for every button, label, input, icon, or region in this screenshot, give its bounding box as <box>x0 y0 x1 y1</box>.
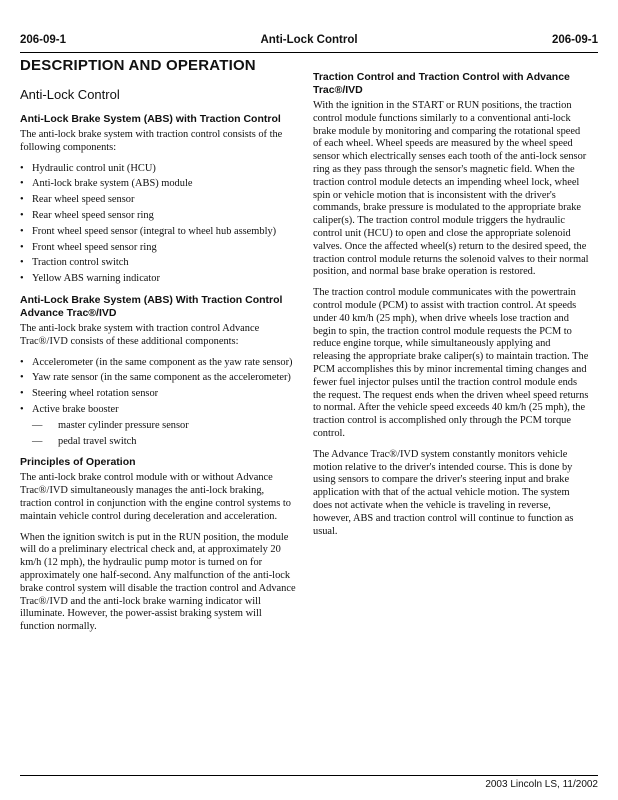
list-item: • Hydraulic control unit (HCU) <box>20 163 297 176</box>
principles-paragraph-2: When the ignition switch is put in the RUN position, the module will do a preliminary electrical check and, at approximately 20 km/h (12 mph), the hydraulic pump motor is turned on for approximately one half-second. Any malfunction of the anti-lock brake control system will disable the traction control and Advance Trac®/IVD and the anti-lock brake warning indicator will illuminate. However, the power-assist braking system will function normally. <box>20 531 296 633</box>
main-title: DESCRIPTION AND OPERATION <box>20 57 256 74</box>
abs-traction-heading: Anti-Lock Brake System (ABS) with Traction Control <box>20 113 281 125</box>
traction-paragraph-3: The Advance Trac®/IVD system constantly monitors vehicle motion relative to the driver's intended course. This is done by using sensors to compare the driver's steering input and brake application with that of the actual vehicle motion. The system does not activate when the vehicle is traveling in reverse, however, ABS and traction control will continue to function as usual. <box>313 448 574 537</box>
page-header <box>20 34 598 50</box>
traction-paragraph-2: The traction control module communicates with the powertrain control module (PCM) to assist with traction control. At speeds under 40 km/h (25 mph), when drive wheels lose traction and begin to spin, the traction control module requests the PCM to reduce engine torque, while simultaneously applying and releasing the appropriate brake caliper(s) to maintain traction. The PCM accomplishes this by minor incremental timing changes and fewer fuel injector pulses until the traction control module ends the request. The request ends when the driven wheel speed returns to normal. After the vehicle speed exceeds 40 km/h (25 mph), the traction control is accomplished only through the PCM torque control. <box>313 287 589 439</box>
list-item: • Traction control switch <box>20 257 297 270</box>
list-item: • Yaw rate sensor (in the same component as the accelerometer) <box>20 372 297 385</box>
list-item: • Accelerometer (in the same component as the yaw rate sensor) <box>20 357 297 370</box>
brake-booster-sublist <box>20 420 297 449</box>
right-column <box>313 71 590 546</box>
list-item: — master cylinder pressure sensor <box>20 420 297 433</box>
advance-trac-intro: The anti-lock brake system with traction control Advance Trac®/IVD consists of these additional components: <box>20 322 260 347</box>
footer-rule <box>20 775 598 776</box>
advance-trac-component-list <box>20 357 297 417</box>
header-page-number-right: 206-09-1 <box>551 34 598 46</box>
advance-trac-heading: Anti-Lock Brake System (ABS) With Traction Control Advance Trac®/IVD <box>20 293 283 319</box>
traction-control-heading: Traction Control and Traction Control with Advance Trac®/IVD <box>313 71 570 96</box>
abs-traction-intro: The anti-lock brake system with traction control consists of the following components: <box>20 129 283 153</box>
list-item: • Rear wheel speed sensor <box>20 194 297 207</box>
principles-paragraph-1: The anti-lock brake control module with or without Advance Trac®/IVD simultaneously manages the anti-lock braking, traction control in conjunction with the engine control systems to maintain vehicle control during deceleration and acceleration. <box>20 472 291 522</box>
list-item: • Front wheel speed sensor ring <box>20 242 297 255</box>
header-rule <box>20 52 598 53</box>
list-item: • Active brake booster <box>20 404 297 417</box>
list-item: • Rear wheel speed sensor ring <box>20 210 297 223</box>
header-page-number-left: 206-09-1 <box>20 34 67 46</box>
principles-heading: Principles of Operation <box>20 456 136 469</box>
abs-component-list <box>20 163 297 286</box>
list-item: • Yellow ABS warning indicator <box>20 273 297 286</box>
traction-paragraph-1: With the ignition in the START or RUN positions, the traction control module functions similarly to a conventional anti-lock brake module by monitoring and comparing the rotational speed of each wheel. Wheel speeds are measured by the wheel speed sensor which electrically senses each tooth of the anti-lock sensor ring as they pass through the sensor's magnetic field. When the traction control module detects an impending wheel lock, wheel spin or vehicle motion that is inconsistent with the driver's commands, brake pressure is modulated to the appropriate brake caliper(s). The traction control module triggers the hydraulic control unit (HCU) to open and close the appropriate solenoid valves. Once the affected wheel(s) return to the desired speed, the traction control module returns the solenoid valves to their normal position, and normal base brake operation is restored. <box>313 100 589 278</box>
list-item: — pedal travel switch <box>20 436 297 449</box>
list-item: • Front wheel speed sensor (integral to wheel hub assembly) <box>20 226 297 239</box>
list-item: • Anti-lock brake system (ABS) module <box>20 178 297 191</box>
list-item: • Steering wheel rotation sensor <box>20 388 297 401</box>
footer-text: 2003 Lincoln LS, 11/2002 <box>485 779 598 790</box>
header-title: Anti-Lock Control <box>260 34 358 46</box>
left-column <box>20 57 297 642</box>
section-title: Anti-Lock Control <box>20 87 120 102</box>
